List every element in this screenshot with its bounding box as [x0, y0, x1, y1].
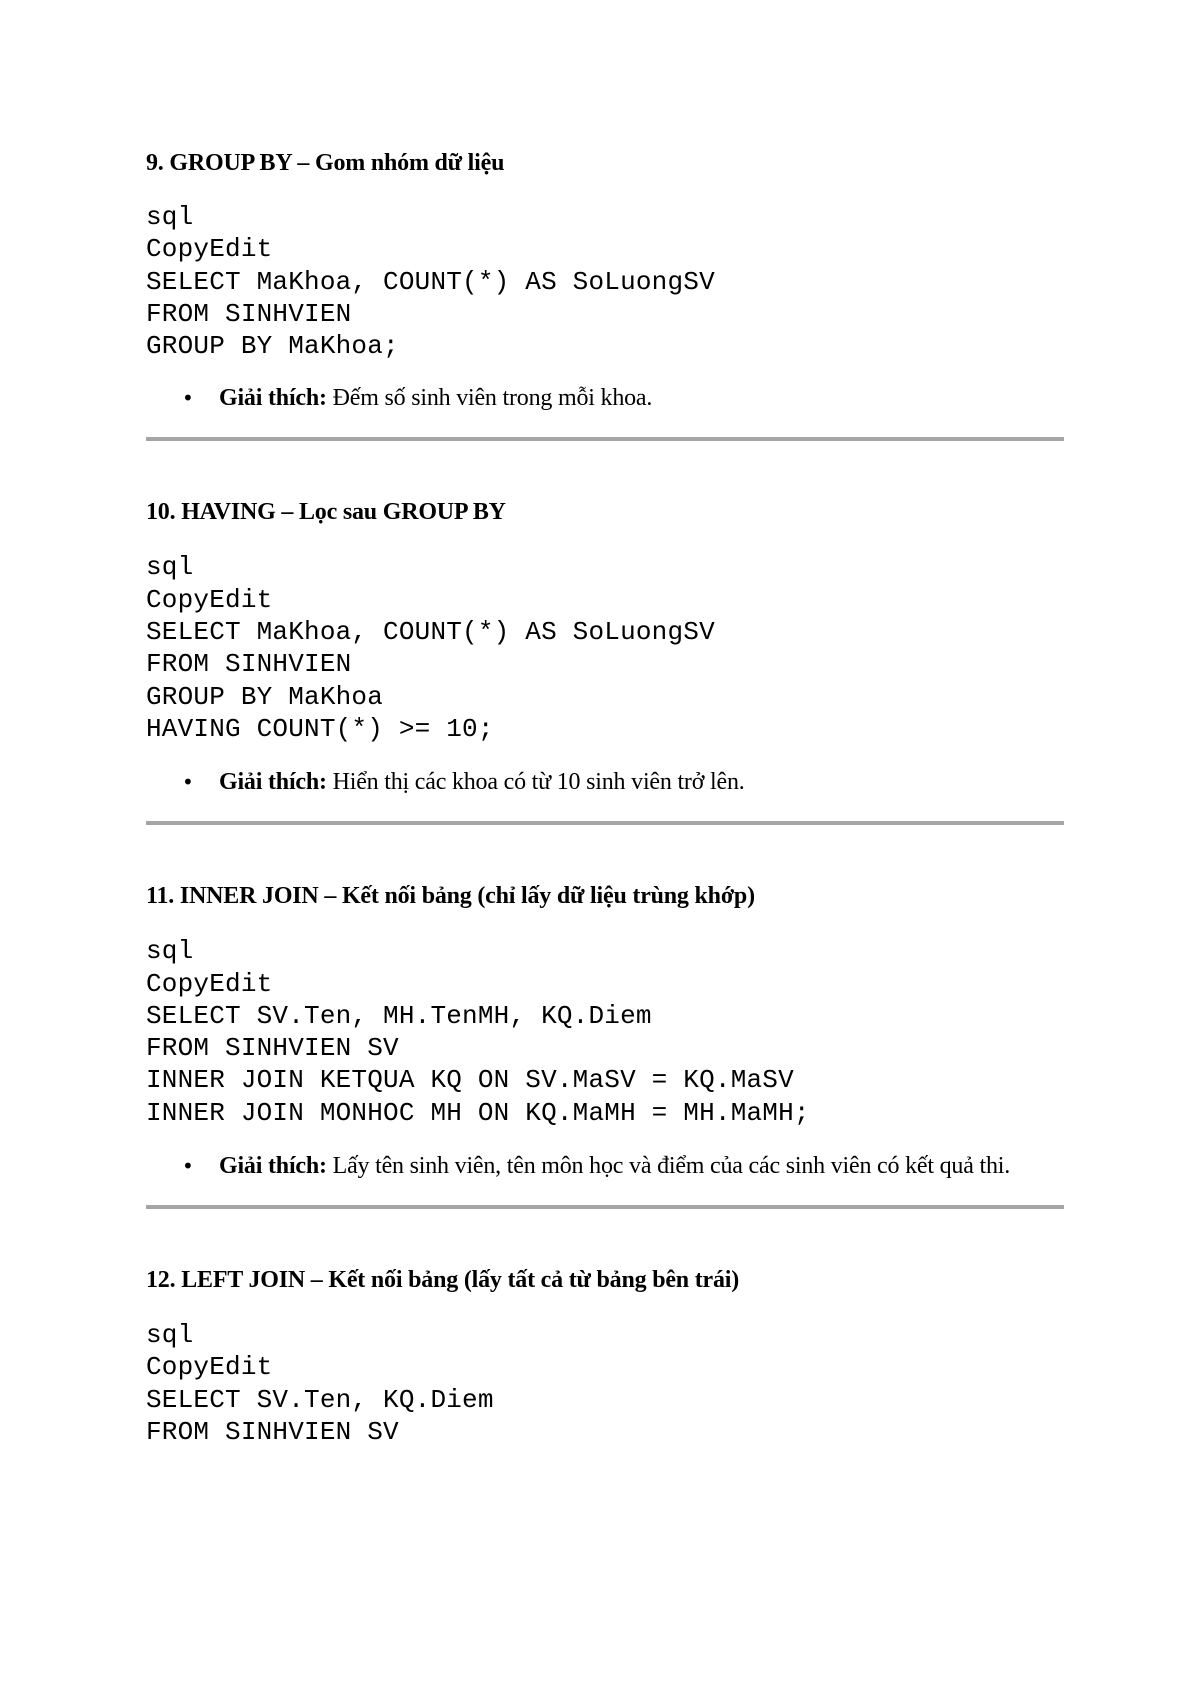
code-line: SELECT SV.Ten, MH.TenMH, KQ.Diem: [146, 1000, 652, 1031]
code-block: [146, 1319, 1064, 1448]
code-block: [146, 935, 1064, 1129]
code-line: CopyEdit: [146, 584, 273, 615]
code-line: CopyEdit: [146, 1352, 273, 1383]
code-block: [146, 201, 1064, 362]
bullet-icon: •: [182, 386, 194, 411]
explanation: [146, 383, 1064, 413]
bullet-icon: •: [182, 1154, 194, 1179]
section-group-by: [146, 148, 1064, 441]
explanation-label: Giải thích:: [219, 769, 327, 796]
explanation-text: Đếm số sinh viên trong mỗi khoa.: [326, 385, 653, 412]
code-line: CopyEdit: [146, 234, 273, 265]
code-line: sql: [146, 552, 194, 583]
section-heading: 12. LEFT JOIN – Kết nối bảng (lấy tất cả từ bảng bên trái): [146, 1267, 740, 1294]
bullet-icon: •: [182, 770, 194, 795]
document-page: [146, 132, 1064, 1448]
section-heading: 9. GROUP BY – Gom nhóm dữ liệu: [146, 150, 505, 176]
section-inner-join: [146, 881, 1064, 1209]
explanation-label: Giải thích:: [219, 1153, 327, 1180]
section-heading: 11. INNER JOIN – Kết nối bảng (chỉ lấy dữ liệu trùng khớp): [146, 883, 755, 910]
explanation-text: Hiển thị các khoa có từ 10 sinh viên trở lên.: [326, 769, 745, 796]
code-line: sql: [146, 936, 194, 967]
code-block: [146, 551, 1064, 745]
explanation: [146, 767, 1064, 797]
code-line: SELECT MaKhoa, COUNT(*) AS SoLuongSV: [146, 617, 715, 648]
section-left-join: [146, 1265, 1064, 1448]
code-line: HAVING COUNT(*) >= 10;: [146, 713, 494, 744]
section-divider: [146, 821, 1064, 825]
code-line: FROM SINHVIEN: [146, 649, 352, 680]
code-line: FROM SINHVIEN SV: [146, 1416, 399, 1447]
code-line: FROM SINHVIEN SV: [146, 1033, 399, 1064]
code-line: sql: [146, 1320, 194, 1351]
code-line: SELECT SV.Ten, KQ.Diem: [146, 1384, 494, 1415]
code-line: INNER JOIN KETQUA KQ ON SV.MaSV = KQ.MaSV: [146, 1065, 794, 1096]
section-heading: 10. HAVING – Lọc sau GROUP BY: [146, 499, 506, 526]
code-line: GROUP BY MaKhoa;: [146, 331, 399, 362]
section-divider: [146, 437, 1064, 441]
code-line: FROM SINHVIEN: [146, 298, 352, 329]
explanation-text: Lấy tên sinh viên, tên môn học và điểm của các sinh viên có kết quả thi.: [326, 1153, 1011, 1180]
section-divider: [146, 1205, 1064, 1209]
code-line: GROUP BY MaKhoa: [146, 681, 384, 712]
explanation-label: Giải thích:: [219, 385, 327, 412]
code-line: INNER JOIN MONHOC MH ON KQ.MaMH = MH.MaMH;: [146, 1097, 810, 1128]
section-having: [146, 497, 1064, 825]
code-line: sql: [146, 202, 194, 232]
explanation: [146, 1151, 1064, 1181]
code-line: CopyEdit: [146, 968, 273, 999]
code-line: SELECT MaKhoa, COUNT(*) AS SoLuongSV: [146, 266, 715, 297]
